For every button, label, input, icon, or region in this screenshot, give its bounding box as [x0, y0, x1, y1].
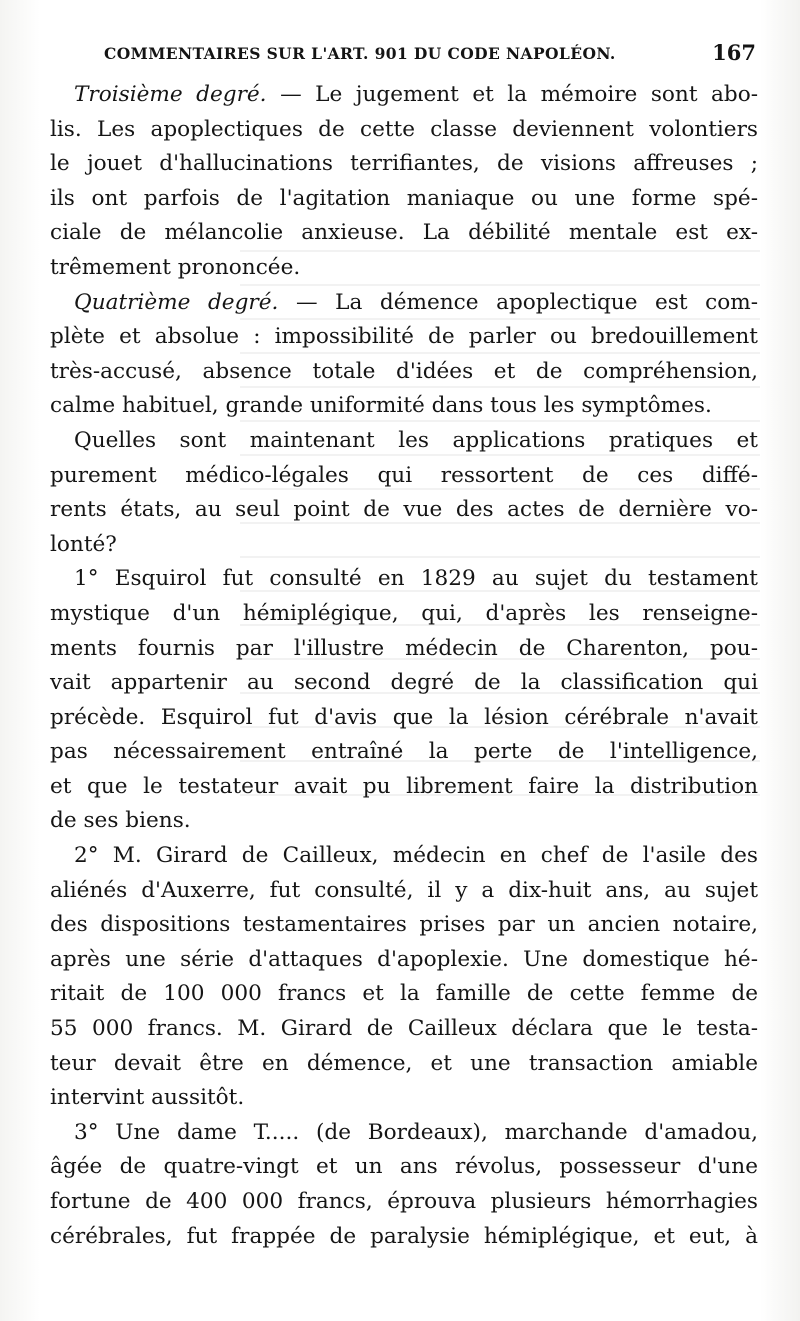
text-line: ils ont parfois de l'agitation maniaque ou une forme spé- — [50, 185, 758, 211]
text-line: Quelles sont maintenant les applications pratiques et — [74, 427, 758, 453]
text-line: vait appartenir au second degré de la classification qui — [50, 670, 758, 696]
text-line: fortune de 400 000 francs, éprouva plusieurs hémorrhagies — [50, 1189, 758, 1214]
text-line: Troisième degré. — Le jugement et la mémoire sont abo- — [74, 82, 758, 107]
text-line: 2° M. Girard de Cailleux, médecin en chef de l'asile des — [74, 843, 758, 869]
text-line: lonté? — [50, 531, 117, 557]
text-line: après une série d'attaques d'apoplexie. Une domestique hé- — [50, 946, 758, 972]
text-line: Quatrième degré. — La démence apoplectique est com- — [74, 289, 758, 315]
text-line: pas nécessairement entraîné la perte de l'intelligence, — [50, 739, 758, 765]
text-line: 55 000 francs. M. Girard de Cailleux déclara que le testa- — [50, 1016, 758, 1042]
body-text — [50, 78, 758, 1254]
text-line: et que le testateur avait pu librement faire la distribution — [50, 773, 758, 799]
text-line: le jouet d'hallucinations terrifiantes, de visions affreuses ; — [50, 151, 758, 177]
text-line: 3° Une dame T..... (de Bordeaux), marchande d'amadou, — [74, 1119, 758, 1145]
text-line: des dispositions testamentaires prises par un ancien notaire, — [50, 912, 758, 938]
section-lead: Quatrième degré. — [74, 289, 279, 315]
text-line: mystique d'un hémiplégique, qui, d'après les renseigne- — [50, 600, 758, 626]
text-line: 1° Esquirol fut consulté en 1829 au sujet du testament — [74, 566, 758, 592]
page-number: 167 — [712, 40, 756, 65]
text-line: de ses biens. — [50, 808, 191, 834]
text-line: ritait de 100 000 francs et la famille de cette femme de — [50, 981, 758, 1007]
text-line: lis. Les apoplectiques de cette classe deviennent volontiers — [50, 116, 758, 142]
section-lead: Troisième degré. — [74, 82, 267, 107]
text-line: calme habituel, grande uniformité dans tous les symptômes. — [50, 393, 712, 419]
text-line: cérébrales, fut frappée de paralysie hémiplégique, et eut, à — [50, 1223, 758, 1249]
running-title: COMMENTAIRES SUR L'ART. 901 DU CODE NAPOLÉON. — [104, 44, 616, 63]
text-line: rents états, au seul point de vue des actes de dernière vo- — [50, 497, 758, 523]
text-line: teur devait être en démence, et une transaction amiable — [50, 1050, 758, 1076]
text-line: âgée de quatre-vingt et un ans révolus, possesseur d'une — [50, 1154, 758, 1180]
text-line: intervint aussitôt. — [50, 1085, 245, 1111]
text-line: trêmement prononcée. — [50, 254, 301, 280]
text-line: précède. Esquirol fut d'avis que la lésion cérébrale n'avait — [50, 704, 758, 730]
text-line: ments fournis par l'illustre médecin de Charenton, pou- — [50, 635, 758, 661]
text-line: aliénés d'Auxerre, fut consulté, il y a dix-huit ans, au sujet — [50, 877, 758, 903]
text-line: ciale de mélancolie anxieuse. La débilité mentale est ex- — [50, 220, 758, 246]
text-line: très-accusé, absence totale d'idées et de compréhension, — [50, 358, 758, 384]
running-header — [104, 40, 756, 65]
text-line: purement médico-légales qui ressortent de ces diffé- — [50, 462, 758, 488]
text-line: plète et absolue : impossibilité de parler ou bredouillement — [50, 324, 758, 350]
